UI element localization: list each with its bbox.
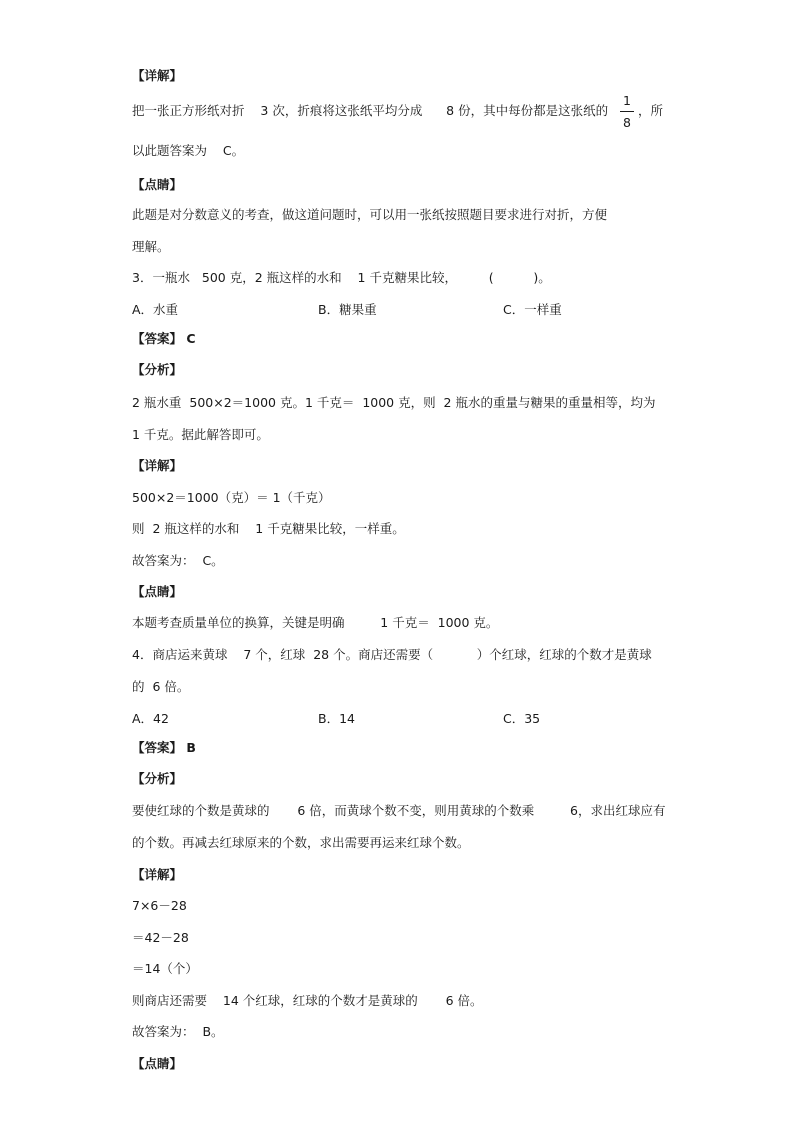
question-4-continued: 的 6 倍。 [132,679,190,694]
section-heading-key-point: 【点睛】 [132,177,183,192]
question-4: 4．商店运来黄球 7 个，红球 28 个。商店还需要（ ）个红球，红球的个数才是黄球 [132,647,652,662]
section-heading-key-point: 【点睛】 [132,584,183,599]
equation-line: ＝14（个） [132,961,198,976]
paragraph-line-tail: ，所 [638,103,664,118]
question-3: 3．一瓶水 500 克，2 瓶这样的水和 1 千克糖果比较， ( )。 [132,270,551,285]
paragraph-line: 以此题答案为 C。 [132,143,245,158]
q4-option-c: C．35 [503,711,541,726]
paragraph-line: 故答案为： B。 [132,1024,224,1039]
fraction-numerator: 1 [623,93,631,108]
equation-line: 7×6－28 [132,898,187,913]
q3-option-a: A．水重 [132,302,179,317]
paragraph-line: 500×2＝1000（克）＝ 1（千克） [132,490,331,505]
paragraph-line: 故答案为： C。 [132,553,224,568]
paragraph-line: 2 瓶水重 500×2＝1000 克。1 千克＝ 1000 克，则 2 瓶水的重量与糖果的重量相等，均为 [132,395,656,410]
paragraph-line: 此题是对分数意义的考查，做这道问题时，可以用一张纸按照题目要求进行对折，方便 [132,207,608,222]
fraction-denominator: 8 [623,115,631,130]
fraction-one-eighth [620,94,634,130]
paragraph-line: 则商店还需要 14 个红球，红球的个数才是黄球的 6 倍。 [132,993,483,1008]
section-heading-analysis: 【分析】 [132,362,183,377]
paragraph-line: 理解。 [132,239,170,254]
section-heading-key-point: 【点睛】 [132,1056,183,1071]
paragraph-line: 把一张正方形纸对折 3 次，折痕将这张纸平均分成 8 份，其中每份都是这张纸的 [132,103,609,118]
paragraph-line: 要使红球的个数是黄球的 6 倍，而黄球个数不变，则用黄球的个数乘 6，求出红球应有 [132,803,666,818]
answer-q4: 【答案】 B [132,740,196,755]
paragraph-line: 本题考查质量单位的换算，关键是明确 1 千克＝ 1000 克。 [132,615,499,630]
section-heading-detail: 【详解】 [132,867,183,882]
paragraph-line: 1 千克。据此解答即可。 [132,427,269,442]
q4-option-a: A．42 [132,711,169,726]
section-heading-detail: 【详解】 [132,68,183,83]
q4-option-b: B．14 [318,711,355,726]
answer-q3: 【答案】 C [132,331,196,346]
q3-option-c: C．一样重 [503,302,562,317]
paragraph-line: 的个数。再减去红球原来的个数，求出需要再运来红球个数。 [132,835,470,850]
equation-line: ＝42－28 [132,930,189,945]
paragraph-line: 则 2 瓶这样的水和 1 千克糖果比较，一样重。 [132,521,405,536]
q3-option-b: B．糖果重 [318,302,377,317]
section-heading-detail: 【详解】 [132,458,183,473]
fraction-bar [620,111,634,112]
section-heading-analysis: 【分析】 [132,771,183,786]
